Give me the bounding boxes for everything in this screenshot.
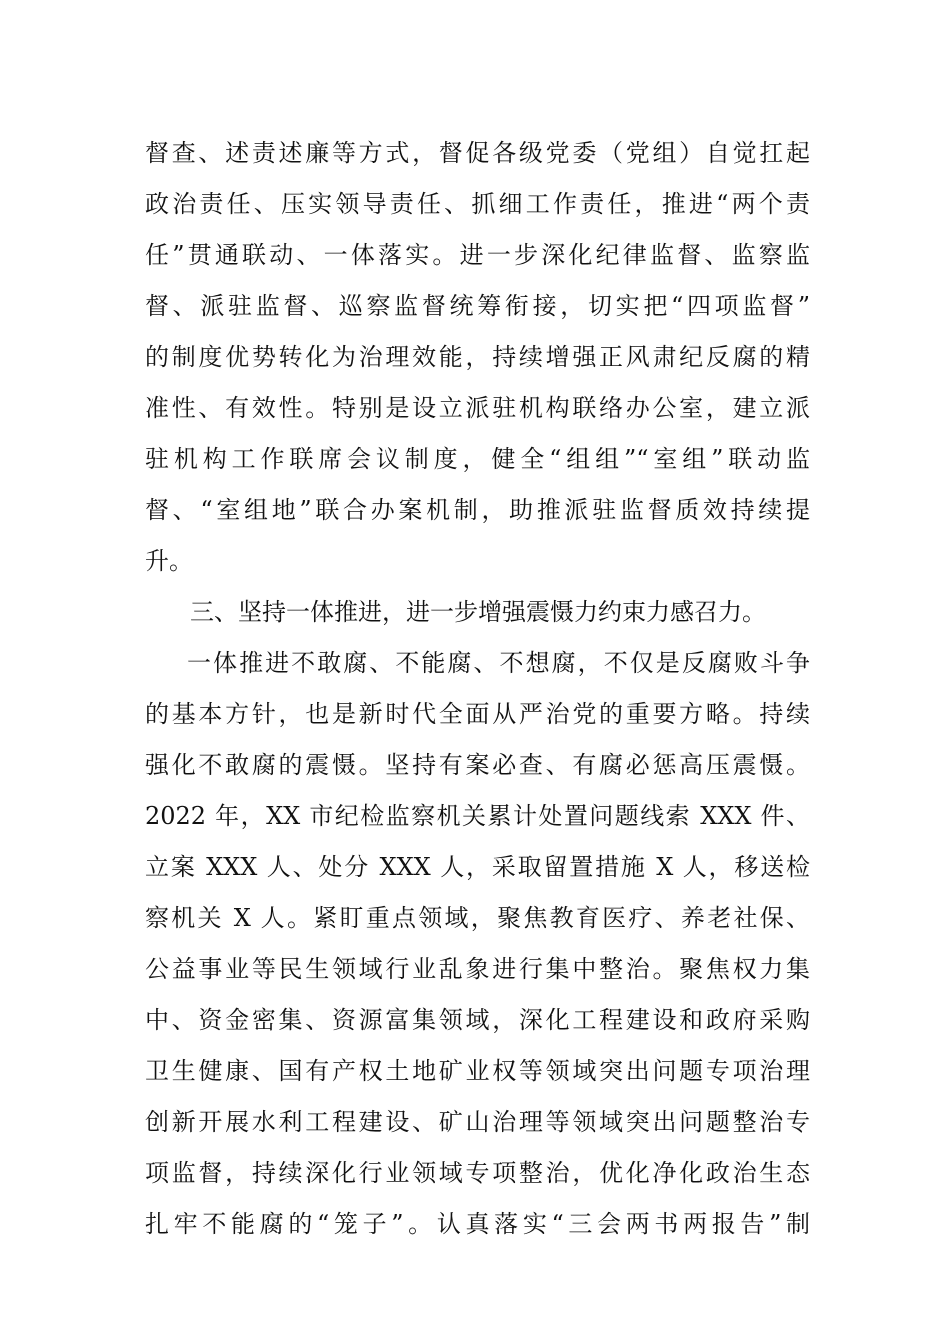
- body-text: [145, 128, 810, 1250]
- text-line: 项监督，持续深化行业领域专项整治，优化净化政治生态: [145, 1159, 810, 1187]
- text-line: 督查、述责述廉等方式，督促各级党委（党组）自觉扛起: [145, 139, 810, 167]
- text-line: 卫生健康、国有产权土地矿业权等领域突出问题专项治理: [145, 1057, 810, 1085]
- text-line: 立案 XXX 人、处分 XXX 人，采取留置措施 X 人，移送检: [145, 853, 810, 881]
- text-line: 中、资金密集、资源富集领域，深化工程建设和政府采购: [145, 1006, 810, 1034]
- text-line: 督、“室组地”联合办案机制，助推派驻监督质效持续提: [145, 496, 810, 524]
- text-line: 升。: [145, 547, 193, 575]
- text-line: 察机关 X 人。紧盯重点领域，聚焦教育医疗、养老社保、: [145, 904, 810, 932]
- text-line: 强化不敢腐的震慑。坚持有案必查、有腐必惩高压震慑。: [145, 751, 810, 779]
- text-line: 的基本方针，也是新时代全面从严治党的重要方略。持续: [145, 700, 810, 728]
- section-heading: 三、坚持一体推进，进一步增强震慑力约束力感召力。: [190, 598, 766, 626]
- text-line: 驻机构工作联席会议制度，健全“组组”“室组”联动监: [145, 445, 810, 473]
- text-line: 创新开展水利工程建设、矿山治理等领域突出问题整治专: [145, 1108, 810, 1136]
- text-line: 扎牢不能腐的“笼子”。认真落实“三会两书两报告”制: [145, 1210, 810, 1238]
- text-line: 准性、有效性。特别是设立派驻机构联络办公室，建立派: [145, 394, 810, 422]
- text-line: 任”贯通联动、一体落实。进一步深化纪律监督、监察监: [145, 241, 810, 269]
- text-line: 2022 年，XX 市纪检监察机关累计处置问题线索 XXX 件、: [145, 802, 810, 830]
- text-line: 督、派驻监督、巡察监督统筹衔接，切实把“四项监督”: [145, 292, 810, 320]
- text-line: 公益事业等民生领域行业乱象进行集中整治。聚焦权力集: [145, 955, 810, 983]
- text-line: 政治责任、压实领导责任、抓细工作责任，推进“两个责: [145, 190, 810, 218]
- text-line: 的制度优势转化为治理效能，持续增强正风肃纪反腐的精: [145, 343, 810, 371]
- paragraph-first-line: 一体推进不敢腐、不能腐、不想腐，不仅是反腐败斗争: [187, 649, 810, 677]
